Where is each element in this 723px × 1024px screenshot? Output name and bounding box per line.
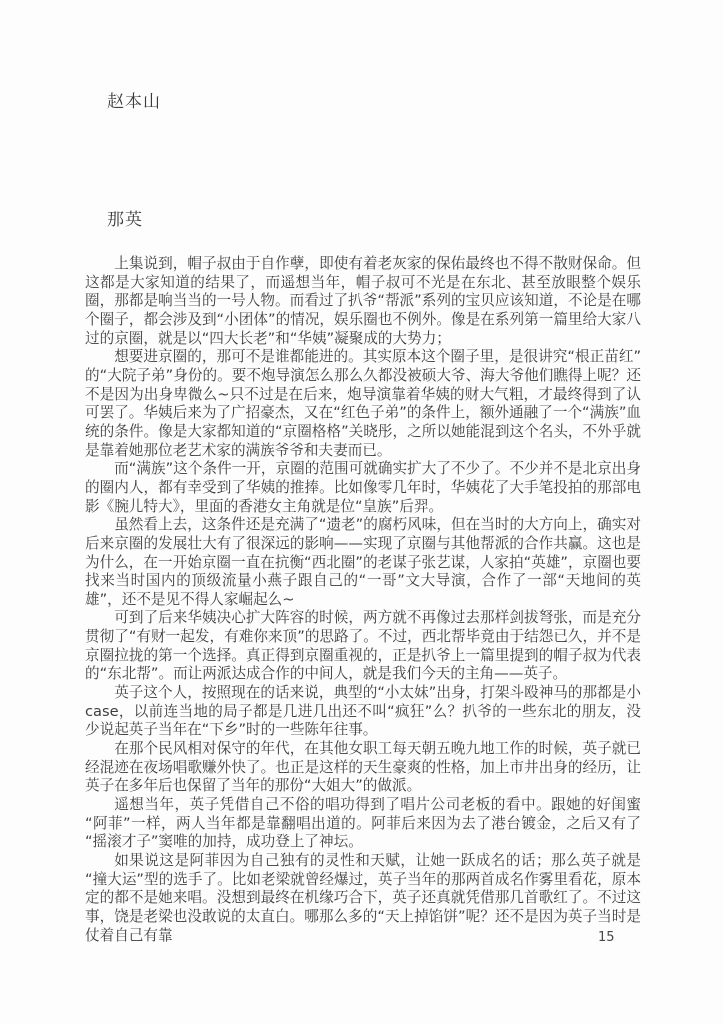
body-paragraph: 在那个民风相对保守的年代，在其他女职工每天朝五晚九地工作的时候，英子就已经混迹在夜场唱歌赚外快了。也正是这样的天生豪爽的性格，加上市井出身的经历，让英子在多年后也保留了当年的那份“大姐大”的做派。 [85, 740, 641, 795]
body-paragraph: 上集说到，帽子叔由于自作孽，即使有着老灰家的保佑最终也不得不散财保命。但这都是大家知道的结果了，而遥想当年，帽子叔可不光是在东北、甚至放眼整个娱乐圈，那都是响当当的一号人物。而看过了扒爷“帮派”系列的宝贝应该知道，不论是在哪个圈子，都会涉及到“小团体”的情况，娱乐圈也不例外。像是在系列第一篇里给大家八过的京圈，就是以“四大长老”和“华姨”凝聚成的大势力； [85, 255, 641, 347]
article-body [85, 255, 641, 945]
body-paragraph: 如果说这是阿菲因为自己独有的灵性和天赋，让她一跃成名的话；那么英子就是“撞大运”型的选手了。比如老梁就曾经爆过，英子当年的那两首成名作雾里看花，原本定的都不是她来唱。没想到最终在机缘巧合下，英子还真就凭借那几首歌红了。不过这事，饶是老梁也没敢说的太直白。哪那么多的“天上掉馅饼”呢？还不是因为英子当时是仗着自己有靠 [85, 852, 641, 944]
section-heading-zhaobenshan: 赵本山 [107, 92, 161, 112]
body-paragraph: 而“满族”这个条件一开，京圈的范围可就确实扩大了不少了。不少并不是北京出身的圈内人，都有幸受到了华姨的推捧。比如像零几年时，华姨花了大手笔投拍的那部电影《腕儿特大》，里面的香港女主角就是位“皇族”后羿。 [85, 460, 641, 515]
section-heading-naying: 那英 [107, 210, 143, 230]
body-paragraph: 遥想当年，英子凭借自己不俗的唱功得到了唱片公司老板的看中。跟她的好闺蜜“阿菲”一样，两人当年都是靠翻唱出道的。阿菲后来因为去了港台镀金，之后又有了“摇滚才子”窦唯的加持，成功登上了神坛。 [85, 796, 641, 851]
body-paragraph: 英子这个人，按照现在的话来说，典型的“小太妹”出身，打架斗殴神马的那都是小case，以前连当地的局子都是几进几出还不叫“疯狂”么？扒爷的一些东北的朋友，没少说起英子当年在“下乡”时的一些陈年往事。 [85, 684, 641, 739]
body-paragraph: 虽然看上去，这条件还是充满了“遗老”的腐朽风味，但在当时的大方向上，确实对后来京圈的发展壮大有了很深远的影响——实现了京圈与其他帮派的合作共赢。这也是为什么，在一开始京圈一直在抗衡“西北圈”的老谋子张艺谋，人家拍“英雄”，京圈也要找来当时国内的顶级流量小燕子跟自己的“一哥”文大导演，合作了一部“天地间的英雄”，还不是见不得人家崛起么~ [85, 516, 641, 608]
body-paragraph: 可到了后来华姨决心扩大阵容的时候，两方就不再像过去那样剑拔弩张，而是充分贯彻了“有财一起发，有难你来顶”的思路了。不过，西北帮毕竟由于结怨已久，并不是京圈拉拢的第一个选择。真正得到京圈重视的，正是扒爷上一篇里提到的帽子叔为代表的“东北帮”。而让两派达成合作的中间人，就是我们今天的主角——英子。 [85, 609, 641, 683]
body-paragraph: 想要进京圈的，那可不是谁都能进的。其实原本这个圈子里，是很讲究“根正苗红”的“大院子弟”身份的。要不炮导演怎么那么久都没被硕大爷、海大爷他们瞧得上呢？还不是因为出身卑微么~只不过是在后来，炮导演靠着华姨的财大气粗，才最终得到了认可罢了。华姨后来为了广招豪杰，又在“红色子弟”的条件上，额外通融了一个“满族”血统的条件。像是大家都知道的“京圈格格”关晓彤，之所以她能混到这个名头，不外乎就是靠着她那位老艺术家的满族爷爷和夫妻而已。 [85, 348, 641, 459]
page-number: 15 [598, 930, 615, 945]
